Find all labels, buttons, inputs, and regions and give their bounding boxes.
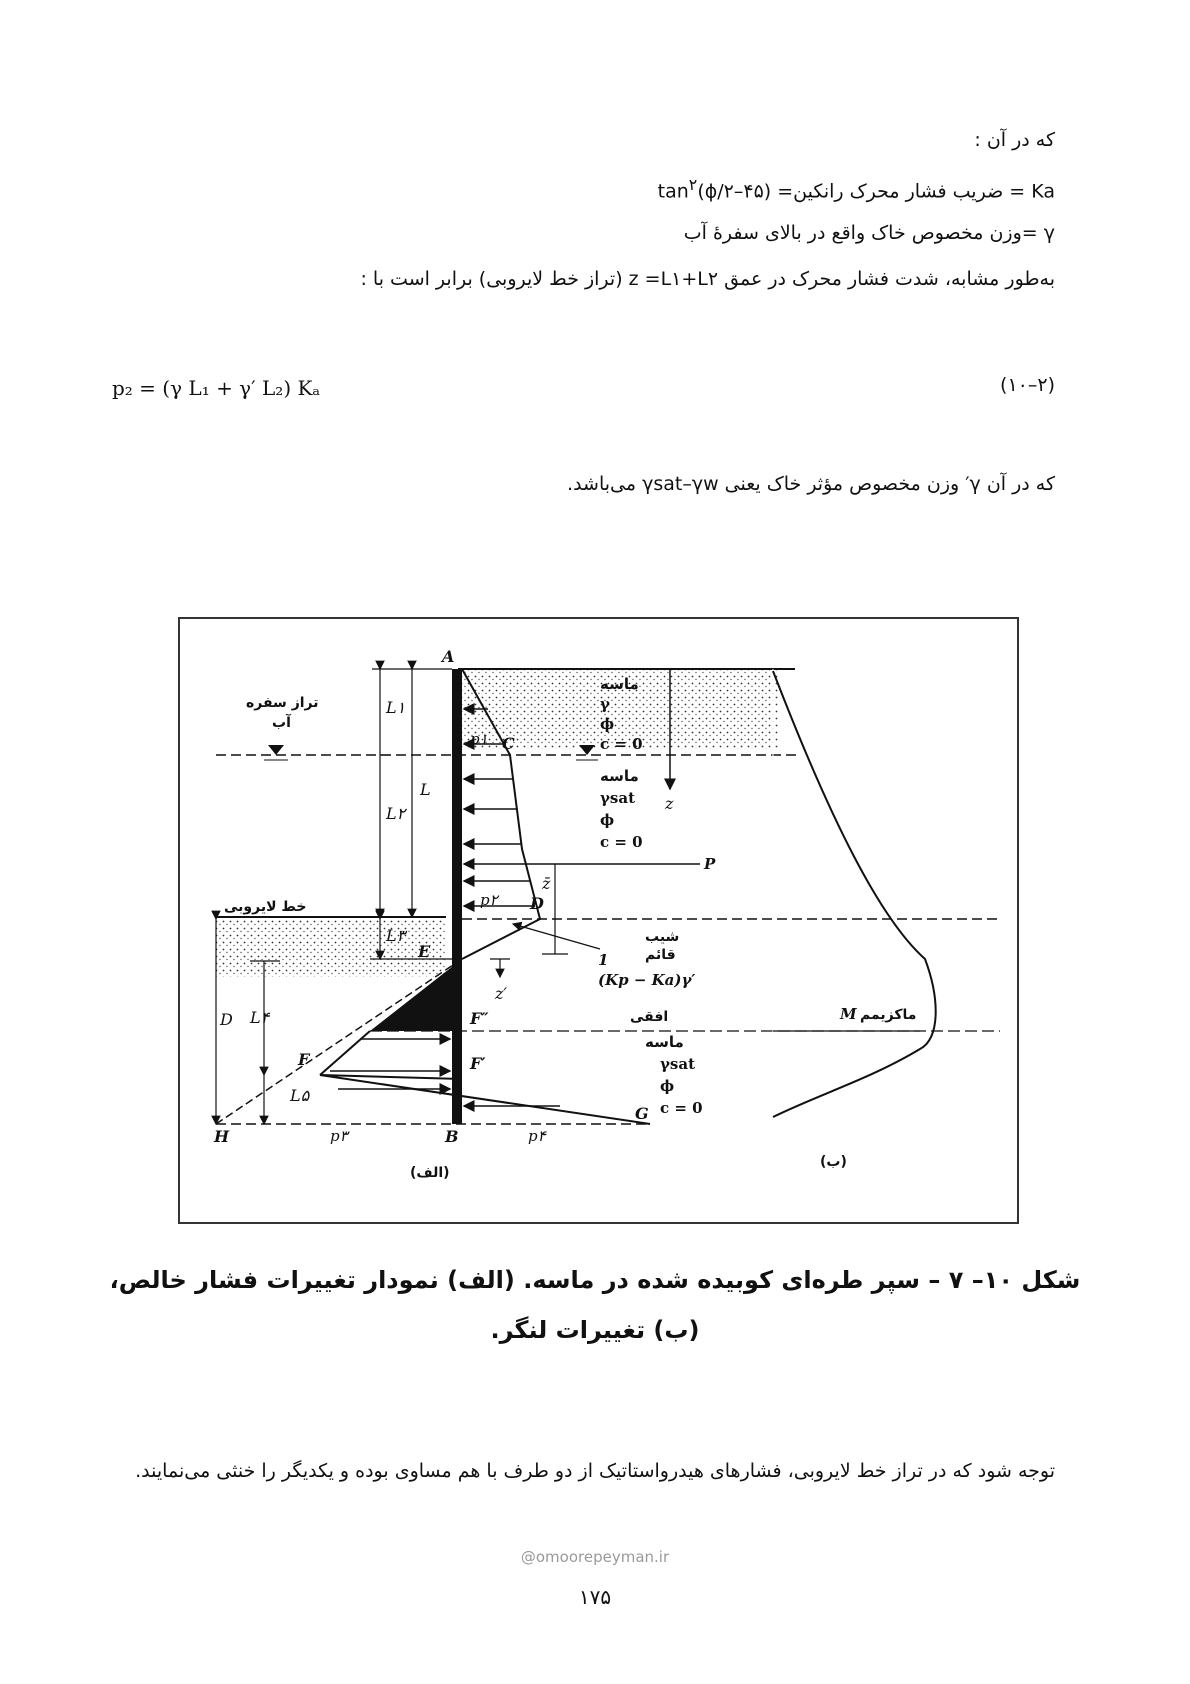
label-Fp: F′	[470, 1054, 486, 1073]
ka-symbol: Ka	[1031, 180, 1055, 203]
label-p4: p۴	[528, 1127, 546, 1145]
text-line-2	[658, 171, 1055, 205]
label-A: A	[442, 647, 455, 666]
label-L3: L۳	[386, 926, 406, 945]
label-slope-expr: (Kp − Ka)γ′	[598, 971, 696, 989]
label-water-table: تراز سفره	[246, 695, 319, 711]
soil-bot-name: ماسه	[645, 1033, 684, 1051]
text-line-1: که در آن :	[974, 129, 1055, 151]
soil-bot-phi: ϕ	[660, 1077, 675, 1095]
sand-left-hatch	[216, 919, 446, 977]
page-number: ۱۷۵	[578, 1585, 612, 1609]
equation-p2: p₂ = (γ L₁ + γ′ L₂) Kₐ	[112, 376, 321, 400]
label-slope: شیب	[645, 929, 680, 945]
soil-mid-c: c = 0	[600, 833, 643, 851]
soil-top-name: ماسه	[600, 675, 639, 693]
line-F	[320, 1031, 370, 1075]
slope-pointer	[513, 924, 600, 949]
text-line-3: γ =وزن مخصوص خاک واقع در بالای سفرهٔ آب	[683, 222, 1055, 244]
label-zp: z′	[495, 984, 508, 1003]
ka-definition: = ضریب فشار محرک رانکین= (۴۵–ϕ/۲)	[697, 180, 1032, 203]
label-E: E	[418, 942, 431, 961]
soil-bot-props	[645, 1033, 703, 1117]
label-L: L	[420, 780, 431, 799]
soil-top-gamma: γ	[600, 695, 610, 713]
label-horizontal: افقی	[630, 1009, 669, 1025]
soil-mid-props	[600, 767, 643, 851]
label-L2: L۲	[386, 804, 406, 823]
water-table-icon	[268, 745, 284, 755]
watermark-url: @omoorepeyman.ir	[520, 1548, 670, 1566]
line-F-G	[320, 1075, 650, 1124]
label-C: C	[502, 734, 515, 753]
line-HE	[216, 959, 462, 1124]
soil-bot-gamma: γsat	[660, 1055, 695, 1073]
label-part-b: (ب)	[820, 1154, 847, 1170]
note-paragraph: توجه شود که در تراز خط لایروبی، فشارهای هیدرواستاتیک از دو طرف با هم مساوی بوده و یکدیگر را خنثی می‌نمایند.	[135, 1460, 1055, 1482]
dimension-lines	[216, 669, 452, 1124]
label-slope-one: 1	[598, 951, 609, 969]
text-line-5: که در آن γ′ وزن مخصوص مؤثر خاک یعنی γsat–γw می‌باشد.	[567, 473, 1055, 495]
label-Fpp: F″	[470, 1009, 489, 1028]
label-H: H	[214, 1127, 230, 1146]
figure-drawing	[180, 619, 1017, 1222]
label-p3: p۳	[330, 1127, 348, 1145]
figure-caption-line-1: شکل ۱۰– ۷ – سپر طره‌ای کوبیده شده در ماسه. (الف) نمودار تغییرات فشار خالص،	[109, 1266, 1081, 1294]
label-G: G	[635, 1104, 649, 1123]
tan-symbol: tan	[657, 180, 689, 203]
sheet-pile	[452, 669, 462, 1124]
label-p1: p۱	[470, 730, 488, 748]
text-line-4: به‌طور مشابه، شدت فشار محرک در عمق z =L۱+L۲ (تراز خط لایروبی) برابر است با :	[360, 268, 1055, 290]
soil-top-phi: ϕ	[600, 715, 615, 733]
label-dredge-line: خط لایروبی	[224, 899, 307, 915]
soil-mid-name: ماسه	[600, 767, 639, 785]
moment-curve	[773, 671, 936, 1117]
label-M: M	[840, 1005, 857, 1023]
label-z: z	[665, 794, 674, 813]
label-L1: L۱	[386, 698, 406, 717]
label-B: B	[445, 1127, 459, 1146]
soil-mid-phi: ϕ	[600, 811, 615, 829]
figure-sheet-pile	[178, 617, 1019, 1224]
label-zbar: z̄	[542, 874, 551, 893]
label-max-moment: ماکزیمم	[860, 1007, 917, 1023]
equation-number: (۲–۱۰)	[1000, 374, 1055, 396]
soil-bot-c: c = 0	[660, 1099, 703, 1117]
label-L4: L۴	[250, 1008, 270, 1027]
label-part-a: (الف)	[410, 1165, 450, 1181]
tan-exponent: ۲	[688, 175, 698, 194]
label-water-table-2: آب	[272, 715, 291, 731]
soil-mid-gamma: γsat	[600, 789, 635, 807]
label-D: D	[530, 894, 544, 913]
label-F: F	[298, 1050, 310, 1069]
label-slope-2: قائم	[645, 947, 676, 963]
label-D: D	[220, 1010, 233, 1029]
label-p2: p۲	[480, 891, 498, 909]
water-table-icon-right	[579, 745, 595, 755]
label-P: P	[704, 855, 716, 873]
label-L5: L۵	[290, 1086, 310, 1105]
figure-caption-line-2: (ب) تغییرات لنگر.	[490, 1316, 700, 1344]
soil-top-c: c = 0	[600, 735, 643, 753]
